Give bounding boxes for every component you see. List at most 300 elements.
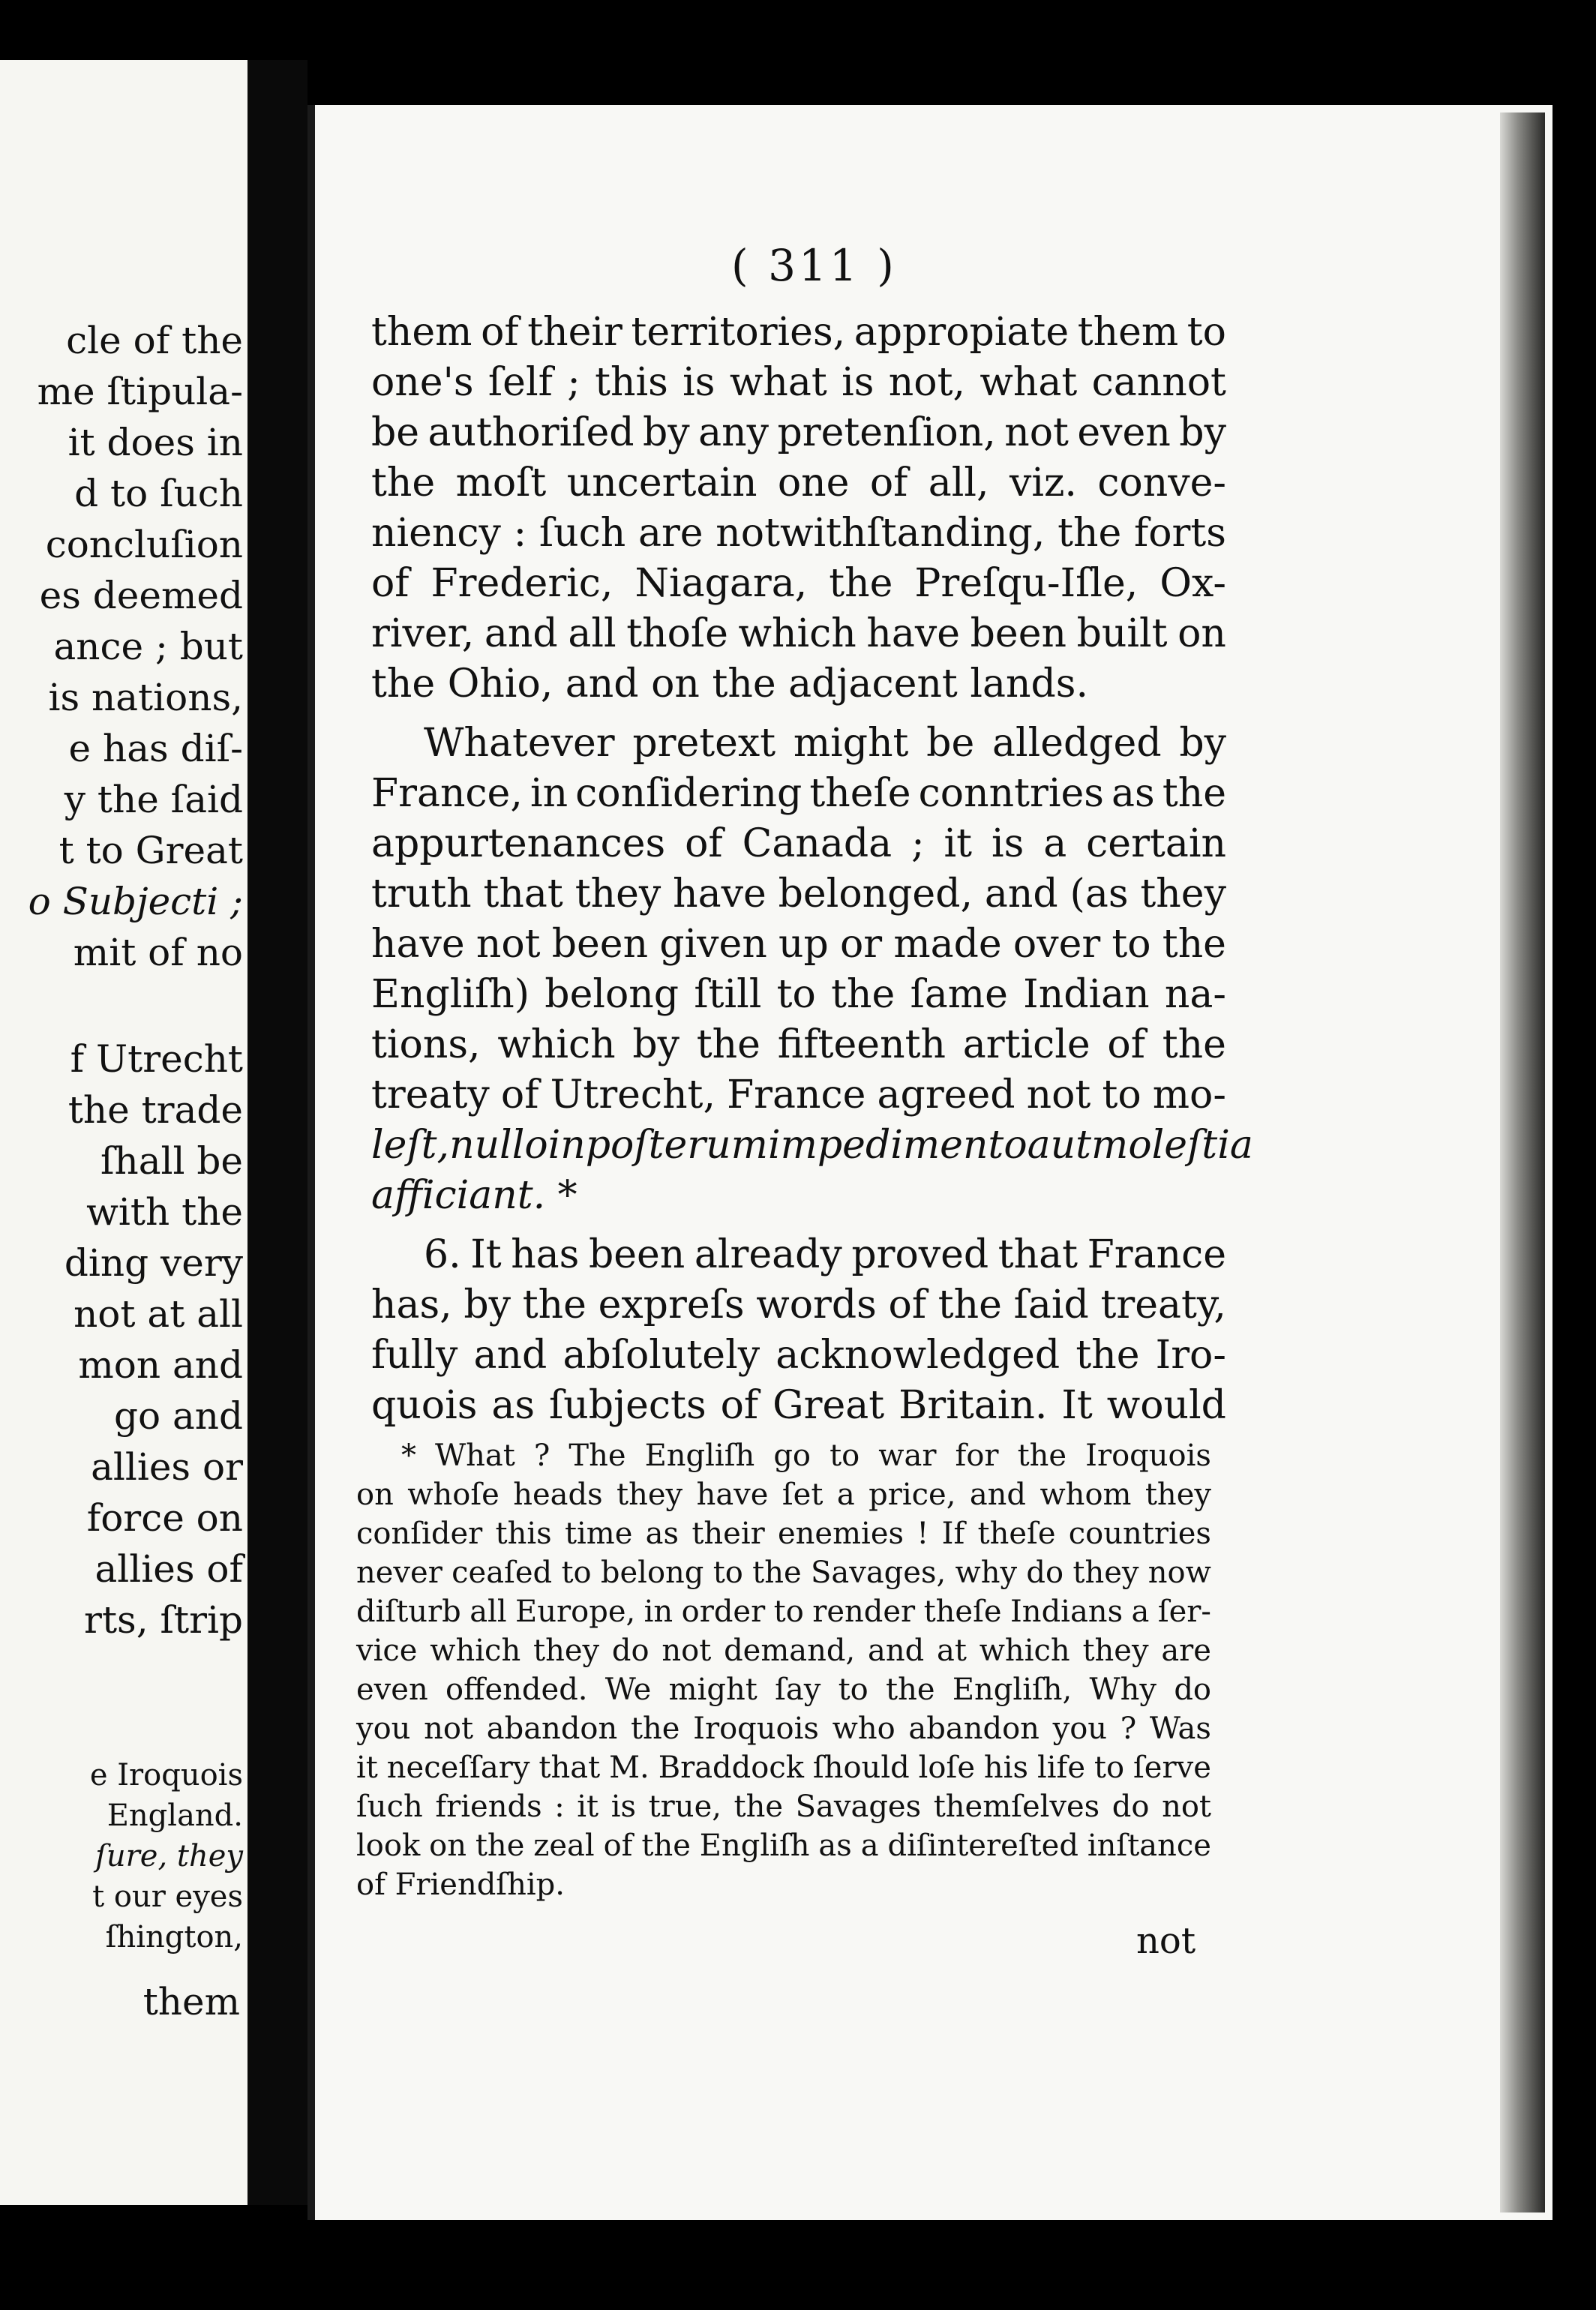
left-line: ding very [64, 1241, 243, 1285]
word: territories, [631, 310, 846, 355]
word: even [1077, 410, 1171, 455]
word: do [1026, 1556, 1064, 1590]
word: the [1017, 1438, 1067, 1473]
body-line [371, 1070, 1226, 1120]
word: ſuch [356, 1790, 423, 1824]
left-line: allies of [94, 1547, 243, 1591]
left-footnote-line: t our eyes [92, 1880, 243, 1914]
word: are [1161, 1634, 1211, 1668]
word: niency [371, 511, 501, 556]
word: Why [1089, 1672, 1157, 1707]
word: Frederic, [430, 561, 614, 606]
word: France [727, 1072, 866, 1118]
word: this [495, 1516, 552, 1551]
left-line: o Subjecti ; [28, 880, 243, 923]
word: by [464, 1282, 512, 1328]
word: If [941, 1516, 965, 1551]
word: which [979, 1634, 1070, 1668]
left-catchword: them [142, 1980, 240, 2024]
word: ſaid [1013, 1282, 1089, 1328]
word: been [588, 1232, 686, 1277]
word: It [1061, 1383, 1093, 1428]
body-line [371, 970, 1226, 1020]
word: diſintereſted [887, 1828, 1078, 1863]
word: aut [1027, 1123, 1092, 1168]
word: is [610, 1790, 637, 1824]
left-line: ance ; but [53, 625, 243, 668]
paragraph-gap [371, 1221, 1226, 1230]
word: of [500, 1072, 539, 1118]
footnote-line [356, 1514, 1211, 1553]
left-footnote [90, 1755, 243, 1958]
body-line [371, 718, 1226, 769]
word: not [662, 1634, 712, 1668]
word: all [568, 611, 616, 656]
body-line [371, 1280, 1226, 1330]
word: na- [1164, 972, 1226, 1017]
word: the [371, 460, 436, 506]
word: belong [544, 972, 680, 1017]
word: Indians [1010, 1594, 1124, 1629]
word: has, [371, 1282, 452, 1328]
word: be [371, 410, 420, 455]
word: expreſs [598, 1282, 745, 1328]
word: ſubjects [549, 1383, 706, 1428]
word: they [533, 1634, 600, 1668]
word: and [984, 872, 1058, 916]
word: look [356, 1828, 421, 1863]
left-line: allies or [91, 1445, 243, 1489]
word: river, [371, 611, 475, 656]
word: a [1131, 1594, 1150, 1629]
word: Was [1149, 1712, 1211, 1746]
word: Iroquois [693, 1712, 819, 1746]
body-line [371, 1230, 1226, 1280]
word: demand, [724, 1634, 856, 1668]
word: : [554, 1790, 565, 1824]
word: to [838, 1672, 868, 1707]
word: the [752, 1556, 802, 1590]
left-page-text [28, 315, 243, 1646]
left-line: not at all [74, 1292, 243, 1336]
word: of [371, 561, 410, 606]
word: true, [648, 1790, 722, 1824]
word: on [429, 1828, 466, 1863]
word: thoſe [626, 611, 728, 656]
word: friends [435, 1790, 542, 1824]
word: abandon [486, 1712, 618, 1746]
word: Preſqu-Iſle, [914, 561, 1138, 606]
body-line [371, 508, 1226, 559]
word: do [1112, 1790, 1150, 1824]
word: Engliſh [644, 1438, 755, 1473]
word: The [568, 1438, 626, 1473]
word: treaty, [1100, 1282, 1226, 1328]
word: the [1162, 1022, 1226, 1067]
word: to [773, 1594, 804, 1629]
word: time [564, 1516, 633, 1551]
paragraph-gap [371, 710, 1226, 718]
word: the [630, 1712, 680, 1746]
word: impedimento [767, 1123, 1028, 1168]
word: all [470, 1594, 507, 1629]
word: article [962, 1022, 1090, 1067]
word: this [595, 360, 668, 405]
page-number: ( 311 ) [731, 240, 897, 291]
word: Savages [795, 1790, 922, 1824]
word: abandon [908, 1712, 1040, 1746]
word: of [603, 1828, 633, 1863]
word: 6. [424, 1232, 461, 1277]
word: been [970, 611, 1066, 656]
word: Braddock [658, 1750, 804, 1785]
word: have [371, 922, 465, 967]
word: of [685, 821, 723, 866]
footnote-line [356, 1748, 1211, 1787]
footnote-line [356, 1553, 1211, 1592]
footnote-line [356, 1670, 1211, 1709]
body-line: afficiant. * [371, 1173, 578, 1218]
word: Engliſh, [952, 1672, 1072, 1707]
word: might [793, 721, 909, 766]
word: moſt [455, 460, 547, 506]
word: Iro- [1155, 1333, 1226, 1378]
word: the [1162, 922, 1226, 967]
word: diſturb [356, 1594, 461, 1629]
word: Savages, [810, 1556, 946, 1590]
left-line: with the [86, 1190, 243, 1234]
word: of [888, 1282, 927, 1328]
word: viz. [1009, 460, 1077, 506]
word: Canada [742, 821, 892, 866]
word: at [936, 1634, 967, 1668]
word: proved [851, 1232, 989, 1277]
body-line [371, 358, 1226, 408]
footnote [356, 1436, 1211, 1904]
word: What [435, 1438, 515, 1473]
word: what [729, 360, 827, 405]
word: is [682, 360, 716, 405]
word: conve- [1097, 460, 1226, 506]
word: countries [1068, 1516, 1211, 1551]
word: notwithſtanding, [716, 511, 1046, 556]
word: ſerve [1133, 1750, 1211, 1785]
word: conſidering [575, 771, 802, 816]
left-line: t to Great [58, 829, 243, 872]
word: Indian [1023, 972, 1150, 1017]
word: Europe, [515, 1594, 636, 1629]
word: of [869, 460, 908, 506]
word: whom [1040, 1478, 1132, 1512]
body-line [371, 609, 1226, 659]
word: enemies [778, 1516, 904, 1551]
word: truth [371, 872, 472, 916]
word: ? [533, 1438, 550, 1473]
word: ſtill [694, 972, 762, 1017]
word: to [561, 1556, 592, 1590]
word: leſt, [371, 1123, 450, 1168]
word: you [1052, 1712, 1108, 1746]
word: do [1174, 1672, 1211, 1707]
word: up [778, 922, 829, 967]
word: uncertain [566, 460, 758, 506]
word: not [1026, 1072, 1091, 1118]
word: to [830, 1438, 860, 1473]
word: that [483, 872, 563, 916]
word: that [538, 1750, 601, 1785]
left-line: mon and [78, 1343, 243, 1387]
word: are [638, 511, 704, 556]
word: over [1012, 922, 1101, 967]
word: zeal [533, 1828, 595, 1863]
word: : [513, 511, 527, 556]
word: tions, [371, 1022, 481, 1067]
word: the [475, 1828, 525, 1863]
word: of [720, 1383, 759, 1428]
word: war [878, 1438, 937, 1473]
word: that [998, 1232, 1078, 1277]
word: ſet [782, 1478, 824, 1512]
word: on [356, 1478, 394, 1512]
word: offended. [445, 1672, 588, 1707]
word: which [497, 1022, 616, 1067]
word: their [692, 1516, 765, 1551]
word: fifteenth [777, 1022, 946, 1067]
word: mo- [1152, 1072, 1226, 1118]
word: by [1179, 410, 1226, 455]
word: would [1106, 1383, 1226, 1428]
word: have [866, 611, 961, 656]
left-page [0, 60, 250, 2205]
word: or [839, 922, 883, 967]
word: Ox- [1160, 561, 1226, 606]
word: they [1072, 1556, 1139, 1590]
word: life [1036, 1750, 1085, 1785]
word: the [696, 1022, 760, 1067]
word: one [777, 460, 850, 506]
word: ? [1120, 1712, 1137, 1746]
word: Britain. [898, 1383, 1048, 1428]
body-line [371, 1020, 1226, 1070]
left-line: go and [113, 1394, 243, 1438]
word: Niagara, [634, 561, 808, 606]
footnote-line [356, 1592, 1211, 1631]
word: do [611, 1634, 650, 1668]
word: to [776, 972, 816, 1017]
word: not [1004, 410, 1069, 455]
left-line: force on [86, 1496, 243, 1540]
word: order [681, 1594, 766, 1629]
word: the [1076, 1333, 1140, 1378]
word: * [401, 1438, 416, 1473]
word: have [696, 1478, 769, 1512]
word: to [1102, 1072, 1142, 1118]
body-text [371, 308, 1253, 1431]
word: go [773, 1438, 812, 1473]
book-gutter [248, 60, 308, 2205]
word: pretenſion, [777, 410, 996, 455]
body-line [371, 769, 1226, 819]
word: in [548, 1123, 586, 1168]
word: appropiate [854, 310, 1070, 355]
left-line: cle of the [66, 319, 243, 362]
word: the [886, 1672, 935, 1707]
word: belong [600, 1556, 704, 1590]
word: to [1186, 310, 1226, 355]
word: been [551, 922, 649, 967]
word: it [944, 821, 973, 866]
word: words [756, 1282, 877, 1328]
word: of [1107, 1022, 1145, 1067]
left-line: ſhall be [100, 1139, 243, 1183]
word: ſay [775, 1672, 821, 1707]
word: to [1094, 1750, 1125, 1785]
word: Great [772, 1383, 885, 1428]
word: conſider [356, 1516, 483, 1551]
word: theſe [977, 1516, 1056, 1551]
word: the [641, 1828, 691, 1863]
word: on [1178, 611, 1226, 656]
word: not [1162, 1790, 1211, 1824]
word: themſelves [933, 1790, 1100, 1824]
word: who [832, 1712, 896, 1746]
word: in [644, 1594, 674, 1629]
word: they [1140, 872, 1226, 916]
word: the [1162, 771, 1226, 816]
footnote-line [356, 1826, 1211, 1865]
word: and [473, 1333, 548, 1378]
word: inſtance [1087, 1828, 1211, 1863]
left-line: it does in [68, 421, 243, 464]
footnote-line [356, 1436, 1211, 1475]
word: price, [868, 1478, 956, 1512]
word: vice [356, 1634, 418, 1668]
left-footnote-line: ſure, they [95, 1839, 243, 1874]
footnote-line [356, 1787, 1211, 1826]
word: ; [911, 821, 925, 866]
word: Utrecht, [550, 1072, 716, 1118]
body-line [371, 1120, 1253, 1171]
body-line [371, 920, 1226, 970]
word: might [668, 1672, 758, 1707]
word: it [356, 1750, 378, 1785]
word: by [1179, 721, 1226, 766]
left-line: is nations, [48, 676, 243, 719]
word: France [1087, 1232, 1226, 1277]
word: ! [916, 1516, 929, 1551]
word: ſuch [538, 511, 626, 556]
word: which [430, 1634, 521, 1668]
word: by [642, 410, 690, 455]
word: built [1076, 611, 1168, 656]
body-line: the Ohio, and on the adjacent lands. [371, 662, 1088, 706]
word: now [1148, 1556, 1211, 1590]
left-line: e has diſ- [68, 727, 243, 770]
word: abſolutely [562, 1333, 760, 1378]
word: the [734, 1790, 784, 1824]
word: and [867, 1634, 925, 1668]
word: is [991, 821, 1024, 866]
footnote-line: of Friendſhip. [356, 1868, 565, 1902]
word: they [1144, 1478, 1211, 1512]
body-line [371, 559, 1226, 609]
left-line: f Utrecht [70, 1037, 243, 1081]
word: authoriſed [428, 410, 634, 455]
word: ceaſed [452, 1556, 553, 1590]
word: appurtenances [371, 821, 666, 866]
word: for [955, 1438, 999, 1473]
word: a [1043, 821, 1067, 866]
word: We [604, 1672, 652, 1707]
word: of [481, 310, 519, 355]
word: them [1077, 310, 1179, 355]
word: in [530, 771, 568, 816]
body-line [371, 458, 1226, 508]
word: ſame [910, 972, 1008, 1017]
word: be [926, 721, 975, 766]
word: a [860, 1828, 879, 1863]
body-line [371, 408, 1226, 458]
word: Engliſh [699, 1828, 810, 1863]
catchword: not [1136, 1920, 1196, 1962]
word: as [491, 1383, 536, 1428]
word: certain [1086, 821, 1226, 866]
word: poſterum [585, 1123, 768, 1168]
word: ſer- [1157, 1594, 1211, 1629]
word: forts [1134, 511, 1226, 556]
left-line: es deemed [39, 574, 243, 617]
word: Engliſh) [371, 972, 530, 1017]
body-line [371, 869, 1226, 920]
left-line: me ſtipula- [37, 370, 243, 413]
word: (as [1070, 872, 1129, 916]
word: you [356, 1712, 411, 1746]
word: the [1058, 511, 1122, 556]
word: pretext [632, 721, 776, 766]
word: acknowledged [776, 1333, 1060, 1378]
left-line: rts, ſtrip [84, 1598, 243, 1642]
left-line: concluſion [45, 523, 243, 566]
body-line [371, 819, 1226, 869]
word: given [659, 922, 767, 967]
word: cannot [1091, 360, 1226, 405]
word: as [818, 1828, 852, 1863]
word: not [476, 922, 541, 967]
word: his [983, 1750, 1029, 1785]
word: M. [609, 1750, 650, 1785]
left-line: d to ſuch [74, 472, 243, 515]
word: never [356, 1556, 442, 1590]
body-line [371, 1381, 1226, 1431]
word: theſe [809, 771, 911, 816]
word: have [673, 872, 766, 916]
word: to [1112, 922, 1151, 967]
word: theſe [923, 1594, 1002, 1629]
word: why [955, 1556, 1018, 1590]
left-line: y the ſaid [64, 778, 243, 821]
word: belonged, [778, 872, 974, 916]
body-line [371, 1330, 1226, 1381]
word: their [527, 310, 622, 355]
word: any [698, 410, 769, 455]
word: is [842, 360, 874, 405]
word: they [1082, 1634, 1149, 1668]
word: even [356, 1672, 428, 1707]
word: the [829, 561, 893, 606]
word: neceſſary [386, 1750, 530, 1785]
word: which [738, 611, 856, 656]
word: what [980, 360, 1078, 405]
